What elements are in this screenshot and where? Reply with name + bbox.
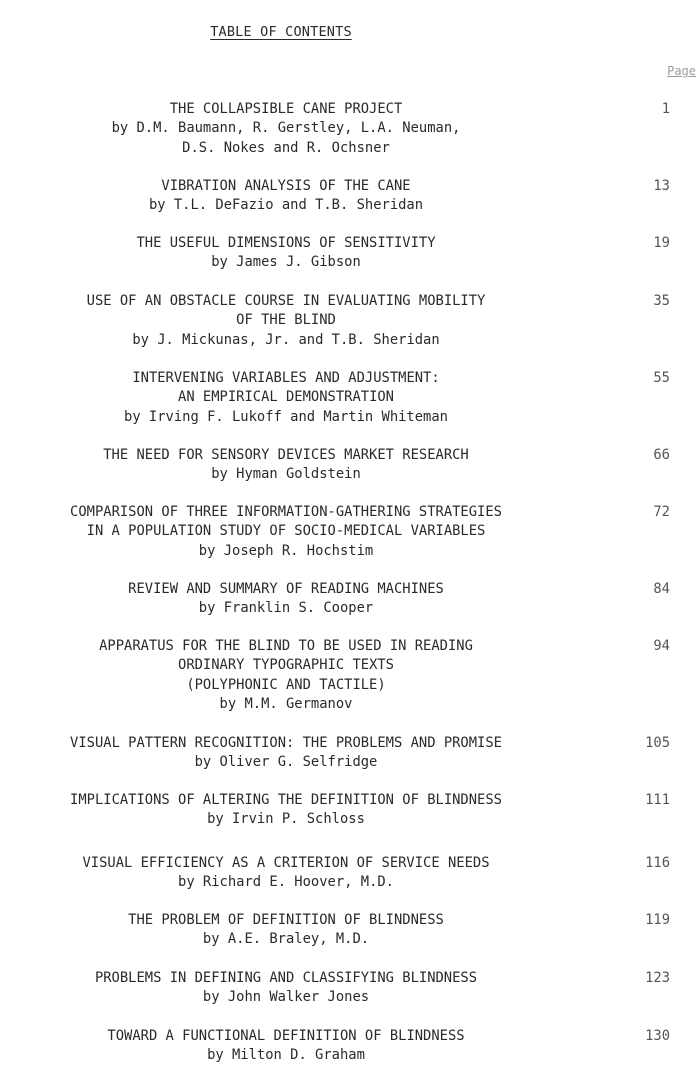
toc-entry-page-number: 55 xyxy=(653,370,670,386)
toc-entry-text xyxy=(0,791,572,830)
toc-entry-author: by Oliver G. Selfridge xyxy=(194,754,378,771)
toc-entry-title-line: THE PROBLEM OF DEFINITION OF BLINDNESS xyxy=(128,912,444,928)
page-title: TABLE OF CONTENTS xyxy=(210,24,352,40)
toc-entry-author: by Richard E. Hoover, M.D. xyxy=(178,874,394,891)
toc-entry-title-line: REVIEW AND SUMMARY OF READING MACHINES xyxy=(128,581,444,597)
toc-entry-page-number: 13 xyxy=(653,178,670,194)
toc-entry-author: by A.E. Braley, M.D. xyxy=(202,931,370,948)
toc-entry-title-line: VIBRATION ANALYSIS OF THE CANE xyxy=(161,178,411,194)
toc-entry-page-number: 111 xyxy=(645,792,670,808)
toc-entry-author: by Irving F. Lukoff and Martin Whiteman xyxy=(124,408,448,425)
toc-entry-title-line: THE COLLAPSIBLE CANE PROJECT xyxy=(169,101,403,117)
toc-entry-page-number: 123 xyxy=(645,970,670,986)
toc-entry-text xyxy=(0,292,572,350)
toc-entry-title-line: USE OF AN OBSTACLE COURSE IN EVALUATING MOBILITY xyxy=(86,293,486,309)
toc-entry-page-number: 35 xyxy=(653,293,670,309)
toc-entry-text xyxy=(0,734,572,773)
toc-entry-author: by J. Mickunas, Jr. and T.B. Sheridan xyxy=(132,331,440,348)
toc-entry-text xyxy=(0,1027,572,1066)
toc-entry-title-line: APPARATUS FOR THE BLIND TO BE USED IN READING xyxy=(99,638,473,654)
toc-entry-title-line: ORDINARY TYPOGRAPHIC TEXTS xyxy=(178,657,394,674)
toc-entry-text xyxy=(0,637,572,715)
toc-entry-title-line: OF THE BLIND xyxy=(236,312,336,329)
toc-entry-text xyxy=(0,503,572,561)
toc-entry-title-line: VISUAL EFFICIENCY AS A CRITERION OF SERVICE NEEDS xyxy=(82,855,490,871)
toc-entry-text xyxy=(0,369,572,427)
toc-entry-text xyxy=(0,100,572,158)
toc-entry-page-number: 66 xyxy=(653,447,670,463)
toc-entry-page-number: 119 xyxy=(645,912,670,928)
toc-entry-title-line: VISUAL PATTERN RECOGNITION: THE PROBLEMS AND PROMISE xyxy=(70,735,502,751)
toc-entry-author: by Milton D. Graham xyxy=(207,1047,365,1064)
toc-entry-title-line: THE NEED FOR SENSORY DEVICES MARKET RESEARCH xyxy=(103,447,469,463)
toc-entry-author: by Irvin P. Schloss xyxy=(207,811,365,828)
toc-entry-text xyxy=(0,911,572,950)
toc-entry-title-line: COMPARISON OF THREE INFORMATION-GATHERING STRATEGIES xyxy=(70,504,502,520)
toc-entry-author: by M.M. Germanov xyxy=(219,696,353,713)
toc-entry-text xyxy=(0,854,572,893)
toc-entry-page-number: 19 xyxy=(653,235,670,251)
toc-entry-text xyxy=(0,446,572,485)
toc-entry-title-line: THE USEFUL DIMENSIONS OF SENSITIVITY xyxy=(136,235,436,251)
toc-entry-author: by T.L. DeFazio and T.B. Sheridan xyxy=(148,197,424,214)
toc-entry-page-number: 130 xyxy=(645,1028,670,1044)
toc-entry-author: by James J. Gibson xyxy=(211,254,361,271)
toc-entry-page-number: 84 xyxy=(653,581,670,597)
toc-entry-page-number: 94 xyxy=(653,638,670,654)
toc-entry-title-line: AN EMPIRICAL DEMONSTRATION xyxy=(178,389,394,406)
toc-entry-title-line: (POLYPHONIC AND TACTILE) xyxy=(186,676,386,693)
toc-entry-author: by John Walker Jones xyxy=(202,989,370,1006)
toc-entry-text xyxy=(0,234,572,273)
toc-entry-title-line: TOWARD A FUNCTIONAL DEFINITION OF BLINDNESS xyxy=(107,1028,465,1044)
toc-entry-title-line: INTERVENING VARIABLES AND ADJUSTMENT: xyxy=(132,370,440,386)
toc-entry-title-line: IMPLICATIONS OF ALTERING THE DEFINITION OF BLINDNESS xyxy=(70,792,502,808)
toc-entry-title-line: by D.M. Baumann, R. Gerstley, L.A. Neuman, xyxy=(111,120,461,137)
page-column-label: Page xyxy=(667,64,696,78)
toc-entry-page-number: 116 xyxy=(645,855,670,871)
toc-entry-author: D.S. Nokes and R. Ochsner xyxy=(182,139,390,156)
toc-entry-page-number: 72 xyxy=(653,504,670,520)
toc-entry-title-line: PROBLEMS IN DEFINING AND CLASSIFYING BLINDNESS xyxy=(94,970,478,986)
toc-entry-page-number: 105 xyxy=(645,735,670,751)
toc-entry-page-number: 1 xyxy=(661,101,670,117)
toc-entry-title-line: IN A POPULATION STUDY OF SOCIO-MEDICAL VARIABLES xyxy=(86,523,486,540)
toc-entry-text xyxy=(0,177,572,216)
toc-entry-author: by Franklin S. Cooper xyxy=(198,600,374,617)
toc-entry-text xyxy=(0,969,572,1008)
toc-entry-author: by Hyman Goldstein xyxy=(211,466,361,483)
toc-entry-text xyxy=(0,580,572,619)
toc-entry-author: by Joseph R. Hochstim xyxy=(198,542,374,559)
